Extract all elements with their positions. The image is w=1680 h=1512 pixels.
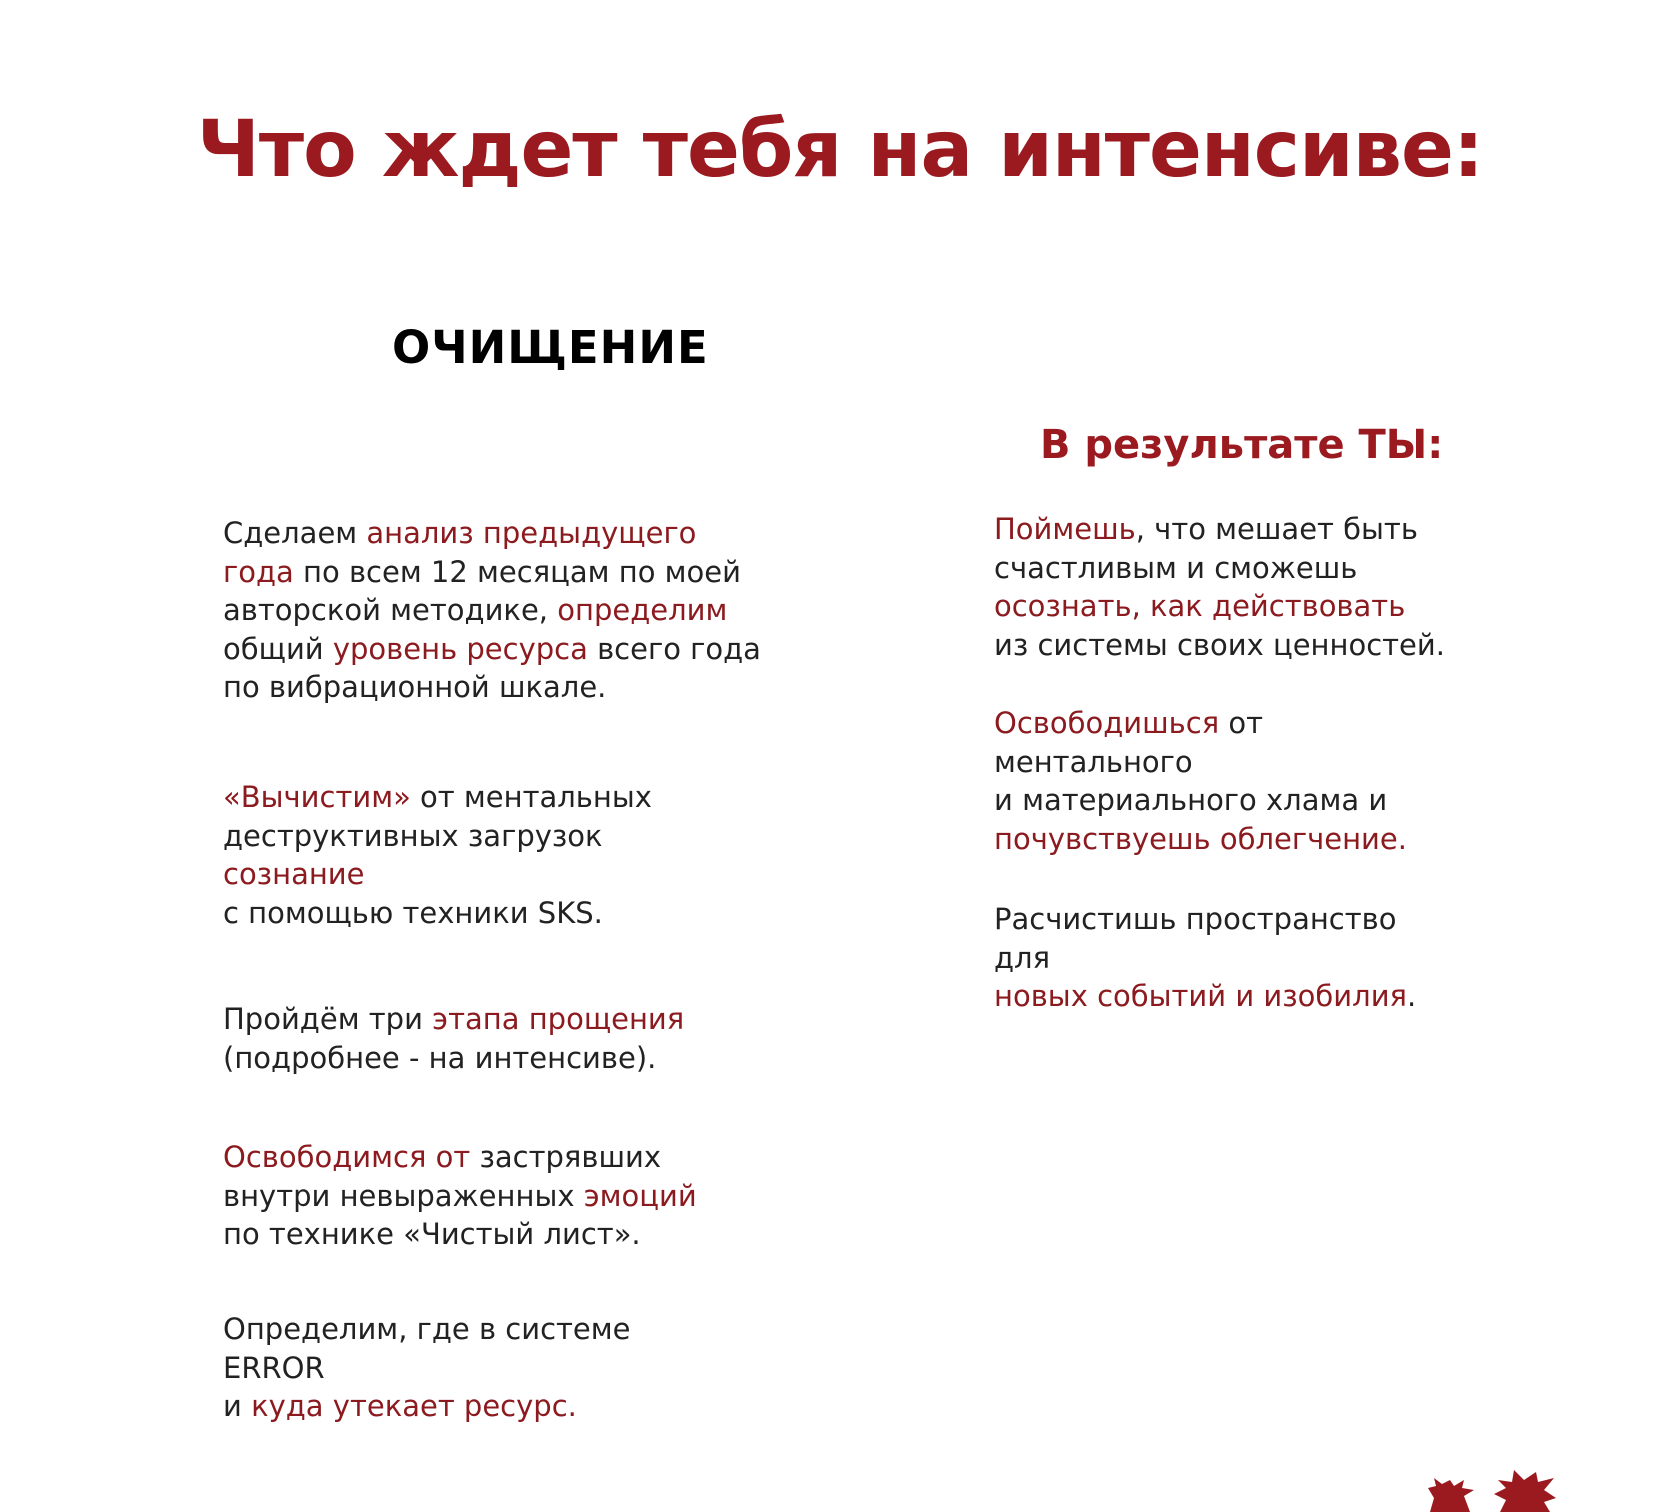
body-text: и bbox=[223, 1389, 252, 1423]
body-text: деструктивных загрузок bbox=[223, 818, 603, 853]
text-line bbox=[994, 781, 1554, 820]
text-line bbox=[994, 626, 1554, 665]
highlighted-text: почувствуешь облегчение. bbox=[994, 821, 1407, 856]
body-text: из системы своих ценностей. bbox=[994, 627, 1445, 662]
body-text: Сделаем bbox=[223, 516, 367, 550]
text-line bbox=[223, 1310, 823, 1349]
body-text: от bbox=[1219, 706, 1264, 740]
text-line bbox=[994, 587, 1554, 626]
text-line bbox=[223, 630, 823, 669]
highlighted-text: уровень ресурса bbox=[332, 631, 588, 666]
body-text: авторской методике, bbox=[223, 593, 558, 627]
right-paragraph-understand bbox=[994, 510, 1554, 664]
text-line bbox=[223, 817, 823, 856]
text-line bbox=[223, 1215, 823, 1254]
body-text: и материального хлама и bbox=[994, 783, 1388, 817]
highlighted-text: эмоций bbox=[583, 1178, 697, 1213]
section-title: ОЧИЩЕНИЕ bbox=[392, 321, 709, 374]
body-text: , что мешает быть bbox=[1135, 512, 1418, 546]
highlighted-text: новых событий и изобилия bbox=[994, 979, 1407, 1013]
right-paragraph-free bbox=[994, 704, 1554, 858]
text-line bbox=[223, 1177, 823, 1216]
body-text: Пройдём три bbox=[223, 1002, 433, 1036]
body-text: ERROR bbox=[223, 1350, 325, 1385]
text-line bbox=[223, 514, 823, 553]
ink-blot-large-icon bbox=[1492, 1468, 1562, 1512]
text-line bbox=[223, 591, 823, 630]
body-text: по всем 12 месяцам по моей bbox=[293, 554, 741, 589]
text-line bbox=[223, 1039, 823, 1078]
text-line bbox=[223, 894, 823, 933]
highlighted-text: анализ предыдущего bbox=[366, 516, 697, 550]
text-line bbox=[223, 1349, 823, 1388]
body-text: счастливым и сможешь bbox=[994, 550, 1358, 585]
text-line bbox=[994, 939, 1554, 978]
text-line bbox=[994, 549, 1554, 588]
body-text: внутри невыраженных bbox=[223, 1178, 584, 1213]
left-paragraph-cleanse bbox=[223, 778, 823, 932]
left-paragraph-error bbox=[223, 1310, 823, 1426]
highlighted-text: определим bbox=[557, 593, 728, 627]
text-line bbox=[994, 704, 1554, 743]
body-text: . bbox=[1406, 979, 1417, 1013]
right-paragraph-space bbox=[994, 900, 1554, 1016]
ink-blot-small-icon bbox=[1420, 1474, 1480, 1512]
body-text: Расчистишь пространство bbox=[994, 902, 1397, 936]
left-paragraph-analysis bbox=[223, 514, 823, 707]
page-title: Что ждет тебя на интенсиве: bbox=[196, 105, 1484, 195]
highlighted-text: года bbox=[223, 554, 294, 589]
body-text: по вибрационной шкале. bbox=[223, 670, 607, 704]
body-text: для bbox=[994, 940, 1051, 975]
text-line bbox=[223, 668, 823, 707]
body-text: всего года bbox=[587, 631, 761, 666]
highlighted-text: сознание bbox=[223, 857, 365, 891]
result-title: В результате ТЫ: bbox=[1040, 422, 1444, 468]
text-line bbox=[994, 743, 1554, 782]
text-line bbox=[994, 900, 1554, 939]
highlighted-text: куда утекает ресурс. bbox=[251, 1389, 577, 1423]
highlighted-text: Освободишься bbox=[994, 706, 1220, 740]
text-line bbox=[223, 553, 823, 592]
left-paragraph-forgiveness bbox=[223, 1000, 823, 1077]
text-line bbox=[994, 977, 1554, 1016]
left-paragraph-emotions bbox=[223, 1138, 823, 1254]
highlighted-text: Поймешь bbox=[994, 512, 1136, 546]
highlighted-text: этапа прощения bbox=[432, 1002, 685, 1036]
highlighted-text: Освободимся от bbox=[223, 1140, 471, 1174]
body-text: ментального bbox=[994, 744, 1193, 779]
text-line bbox=[223, 1000, 823, 1039]
body-text: Определим, где в системе bbox=[223, 1312, 631, 1346]
text-line bbox=[223, 855, 823, 894]
text-line bbox=[223, 1387, 823, 1426]
body-text: от ментальных bbox=[410, 780, 652, 814]
body-text: с помощью техники SKS. bbox=[223, 895, 603, 930]
text-line bbox=[994, 820, 1554, 859]
body-text: застрявших bbox=[470, 1140, 662, 1174]
highlighted-text: «Вычистим» bbox=[223, 780, 411, 814]
body-text: общий bbox=[223, 631, 333, 666]
body-text: по технике «Чистый лист». bbox=[223, 1217, 641, 1251]
body-text: (подробнее - на интенсиве). bbox=[223, 1040, 657, 1075]
highlighted-text: осознать, как действовать bbox=[994, 589, 1406, 623]
text-line bbox=[223, 1138, 823, 1177]
text-line bbox=[994, 510, 1554, 549]
text-line bbox=[223, 778, 823, 817]
